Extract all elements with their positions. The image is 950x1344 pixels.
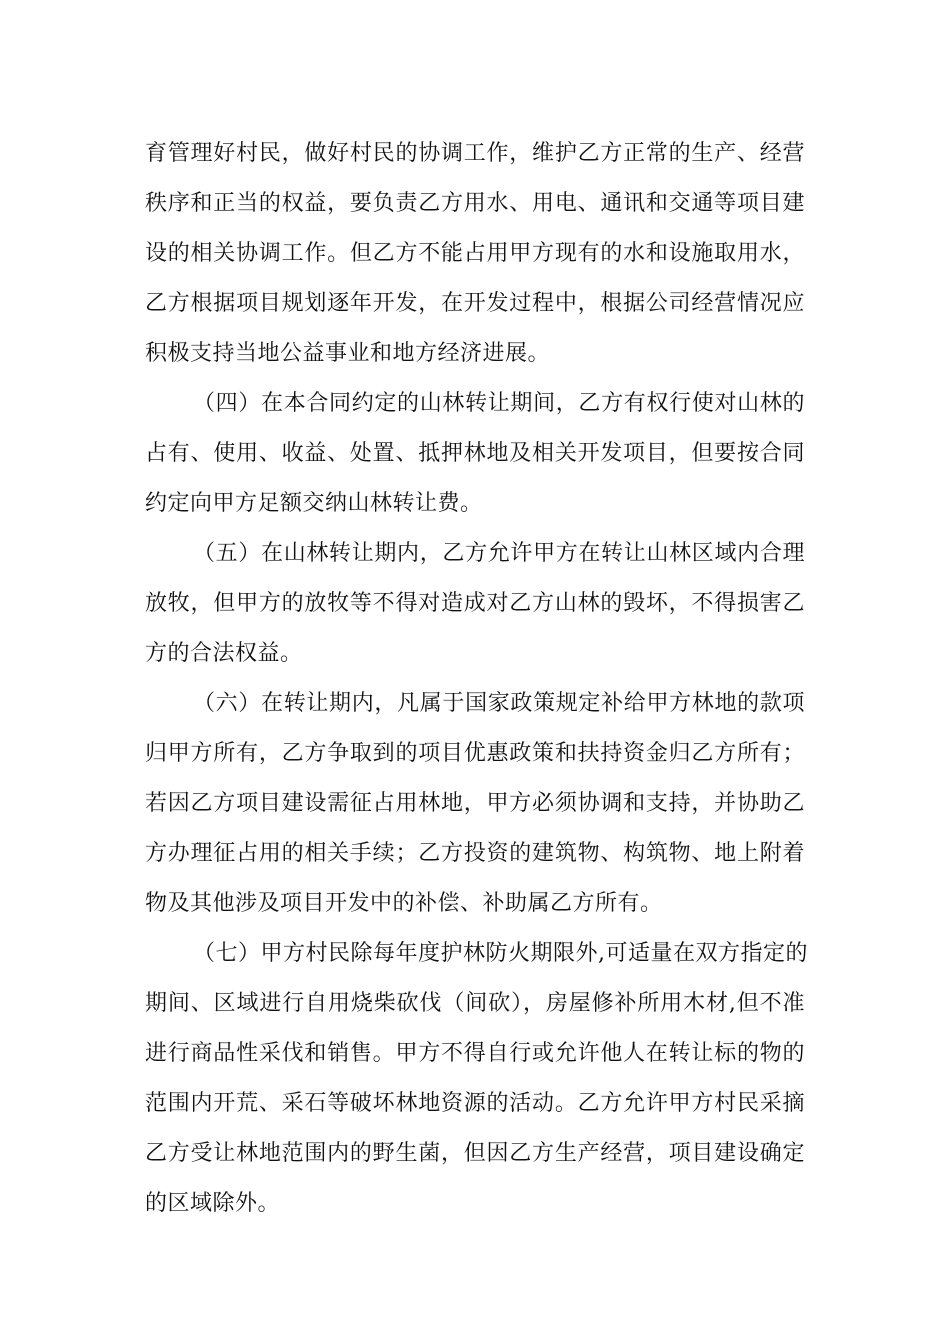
text-line: 的区域除外。	[145, 1191, 281, 1216]
text-line: 方办理征占用的相关手续；乙方投资的建筑物、构筑物、地上附着	[145, 841, 805, 866]
text-line: 乙方受让林地范围内的野生菌，但因乙方生产经营，项目建设确定	[145, 1141, 805, 1166]
text-line: 归甲方所有，乙方争取到的项目优惠政策和扶持资金归乙方所有；	[145, 741, 805, 766]
text-line: 期间、区域进行自用烧柴砍伐（间砍），房屋修补所用木材,但不准	[145, 991, 805, 1016]
text-line: 占有、使用、收益、处置、抵押林地及相关开发项目，但要按合同	[145, 441, 805, 466]
text-line: 乙方根据项目规划逐年开发，在开发过程中，根据公司经营情况应	[145, 291, 805, 316]
text-line: 育管理好村民，做好村民的协调工作，维护乙方正常的生产、经营	[145, 141, 805, 166]
text-line: 约定向甲方足额交纳山林转让费。	[145, 491, 483, 516]
text-line: 进行商品性采伐和销售。甲方不得自行或允许他人在转让标的物的	[145, 1041, 805, 1066]
text-line: 物及其他涉及项目开发中的补偿、补助属乙方所有。	[145, 891, 663, 916]
text-line: 若因乙方项目建设需征占用林地，甲方必须协调和支持，并协助乙	[145, 791, 805, 816]
clause-six-first-line: （六）在转让期内，凡属于国家政策规定补给甲方林地的款项	[193, 691, 805, 716]
clause-seven-first-line: （七）甲方村民除每年度护林防火期限外,可适量在双方指定的	[193, 941, 808, 966]
text-line: 秩序和正当的权益，要负责乙方用水、用电、通讯和交通等项目建	[145, 191, 805, 216]
text-line: 设的相关协调工作。但乙方不能占用甲方现有的水和设施取用水，	[145, 241, 805, 266]
text-line: 方的合法权益。	[145, 641, 303, 666]
clause-four-first-line: （四）在本合同约定的山林转让期间，乙方有权行使对山林的	[193, 391, 805, 416]
clause-five-first-line: （五）在山林转让期内，乙方允许甲方在转让山林区域内合理	[193, 541, 805, 566]
text-line: 积极支持当地公益事业和地方经济进展。	[145, 341, 551, 366]
text-line: 放牧，但甲方的放牧等不得对造成对乙方山林的毁坏，不得损害乙	[145, 591, 805, 616]
text-line: 范围内开荒、采石等破坏林地资源的活动。乙方允许甲方村民采摘	[145, 1091, 805, 1116]
